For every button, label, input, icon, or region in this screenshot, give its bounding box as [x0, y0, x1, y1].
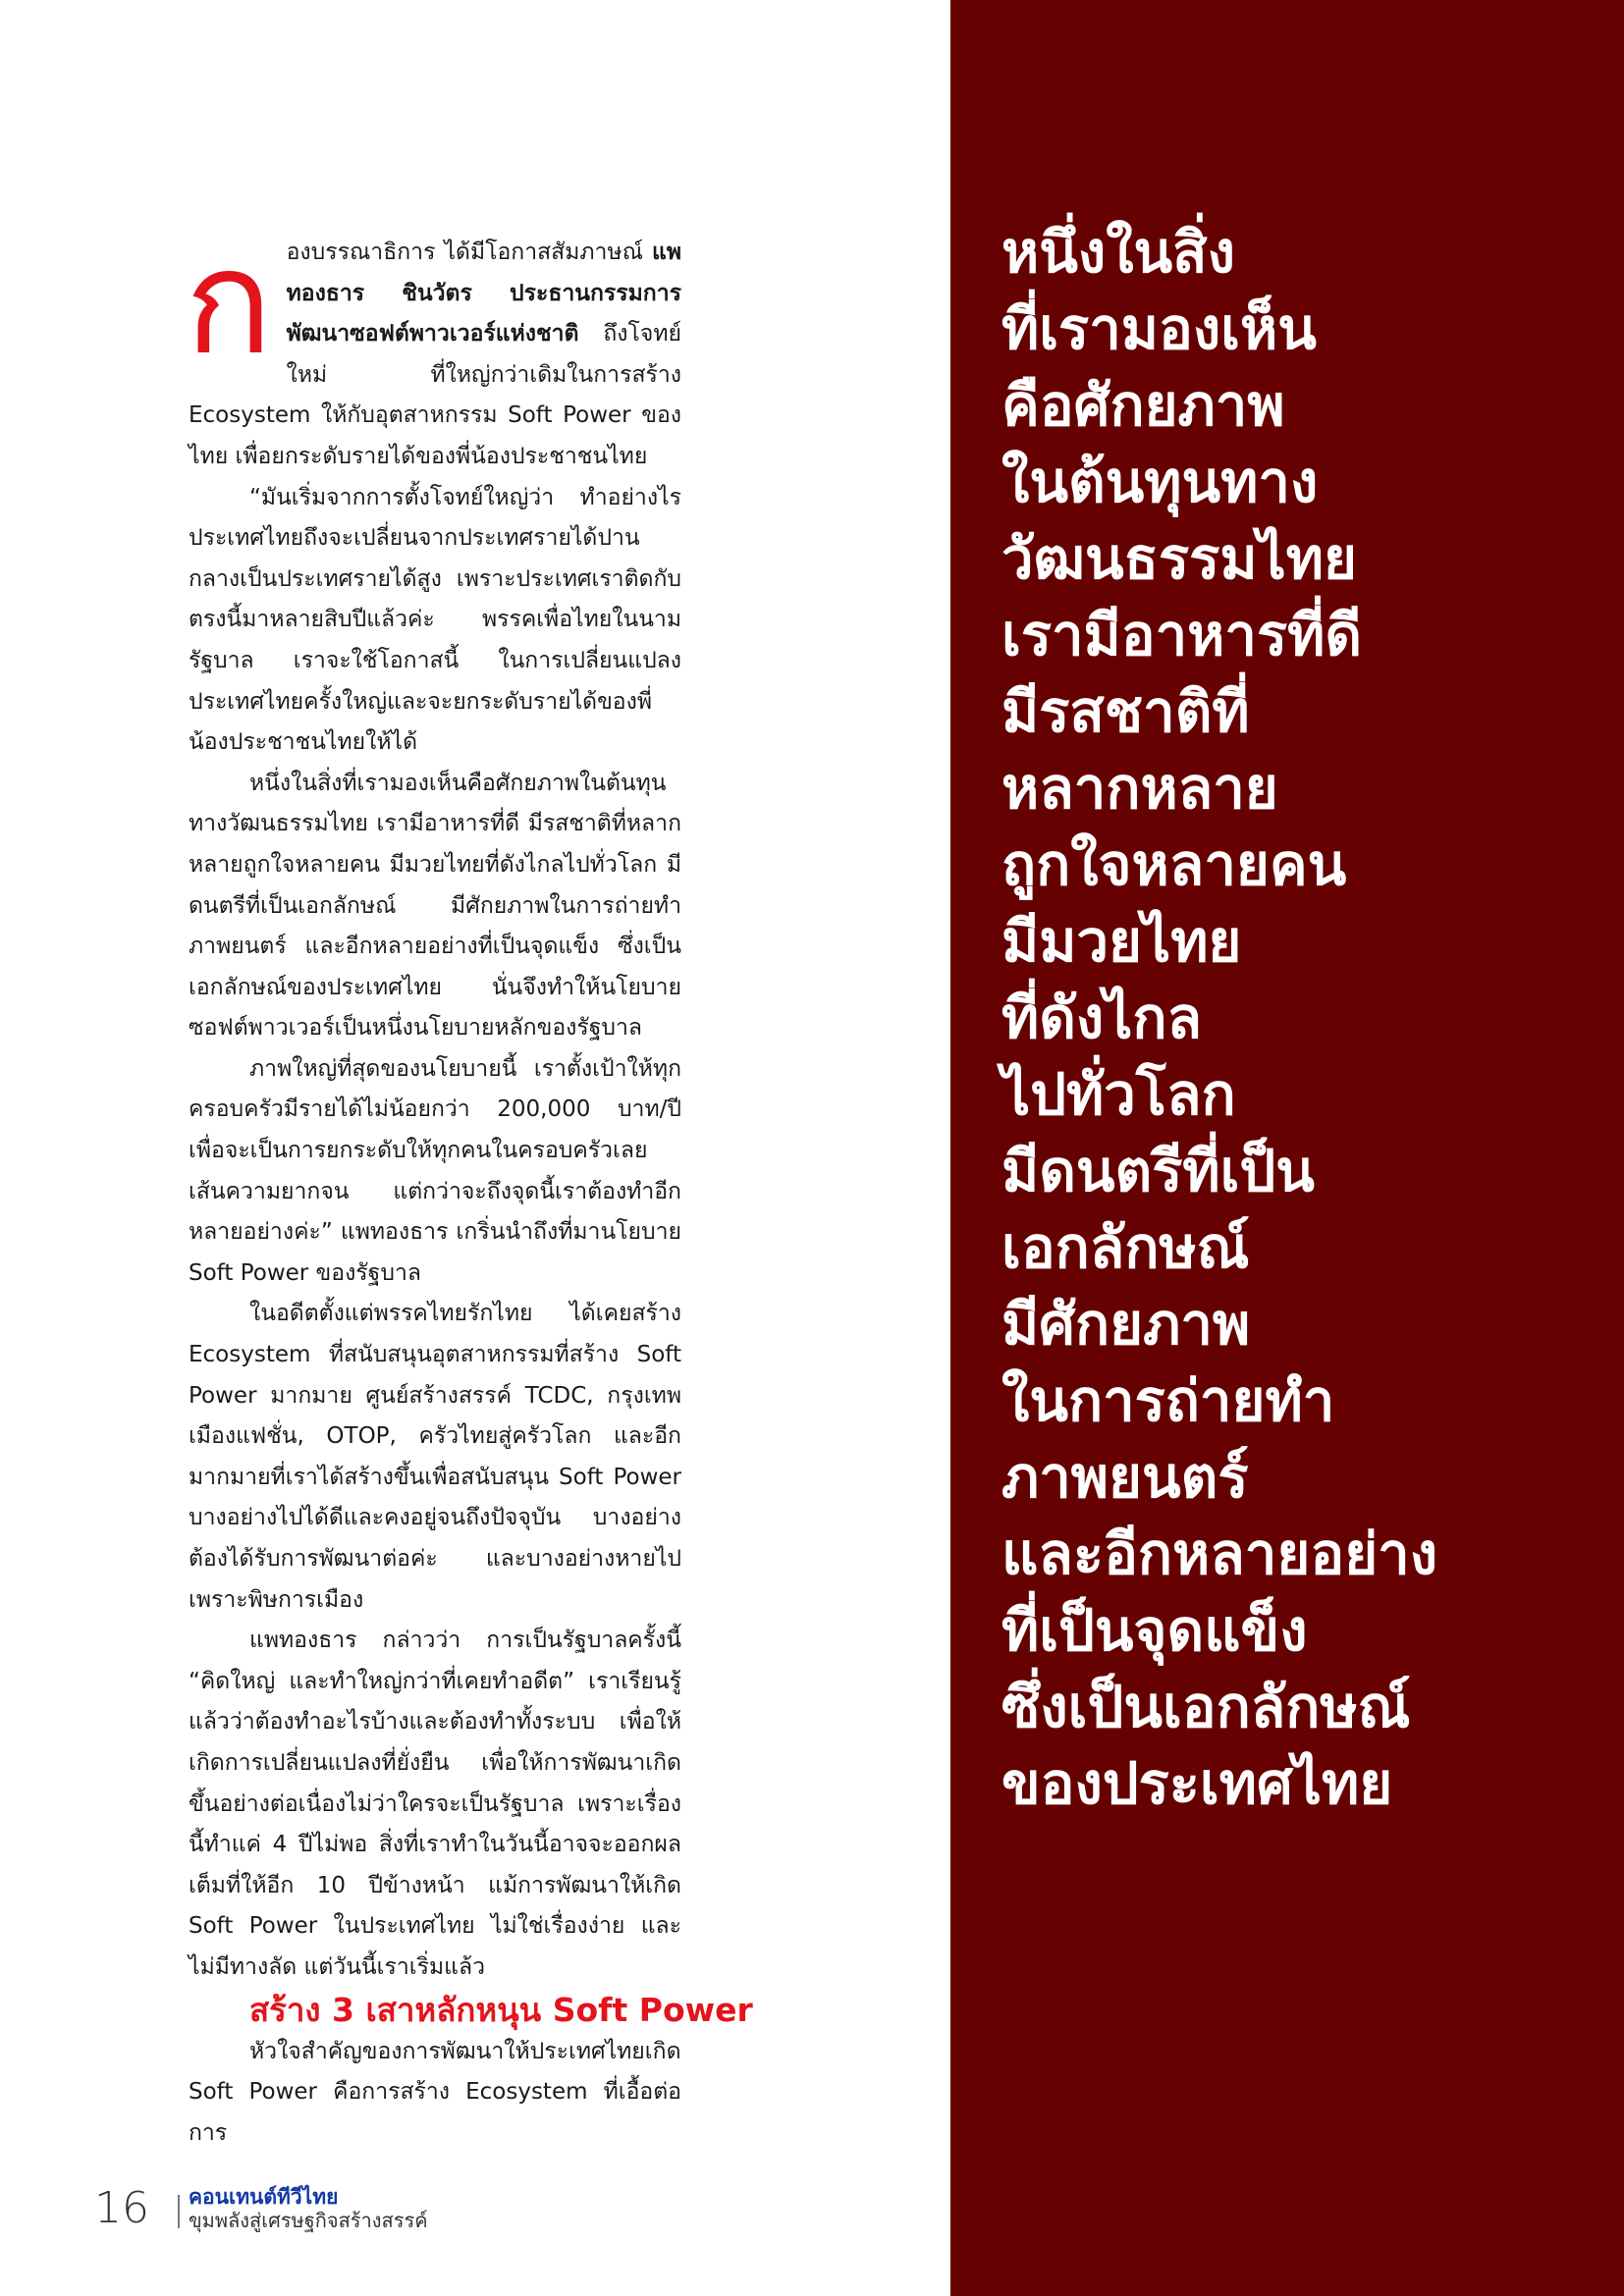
pull-quote — [1001, 214, 1610, 1822]
intro-paragraph — [185, 218, 681, 478]
intro-text-tail: ถึงโจทย์ใหม่ ที่ใหญ่กว่าเดิมในการสร้าง Ecosystem ให้กับอุตสาหกรรม Soft Power ของไทย เพื่อยกระดับรายได้ของพี่น้องประชาชนไทย — [189, 321, 681, 469]
quote-line: หลากหลาย — [1001, 755, 1278, 822]
article-body — [185, 218, 753, 2154]
quote-line: และอีกหลายอย่าง — [1001, 1521, 1438, 1587]
drop-cap: ก — [185, 218, 273, 387]
quote-line: ถูกใจหลายคน — [1001, 831, 1347, 898]
quote-line: ในต้นทุนทาง — [1001, 449, 1319, 515]
quote-line: มีดนตรีที่เป็น — [1001, 1138, 1315, 1204]
section-subheading: สร้าง 3 เสาหลักหนุน Soft Power — [249, 1990, 753, 2029]
quote-line: ภาพยนตร์ — [1001, 1444, 1249, 1511]
body-paragraph: หนึ่งในสิ่งที่เรามองเห็นคือศักยภาพในต้นทุนทางวัฒนธรรมไทย เรามีอาหารที่ดี มีรสชาติที่หลากหลายถูกใจหลายคน มีมวยไทยที่ดังไกลไปทั่วโลก มีดนตรีที่เป็นเอกลักษณ์ มีศักยภาพในการถ่ายทำภาพยนตร์ และอีกหลายอย่างที่เป็นจุดแข็ง ซึ่งเป็นเอกลักษณ์ของประเทศไทย นั่นจึงทำให้นโยบายซอฟต์พาวเวอร์เป็นหนึ่งนโยบายหลักของรัฐบาล — [189, 770, 681, 1041]
body-paragraph: ในอดีตตั้งแต่พรรคไทยรักไทย ได้เคยสร้าง Ecosystem ที่สนับสนุนอุตสาหกรรมที่สร้าง Soft Power มากมาย ศูนย์สร้างสรรค์ TCDC, กรุงเทพเมืองแฟชั่น, OTOP, ครัวไทยสู่ครัวโลก และอีกมากมายที่เราได้สร้างขึ้นเพื่อสนับสนุน Soft Power บางอย่างไปได้ดีและคงอยู่จนถึงปัจจุบัน บางอย่างต้องได้รับการพัฒนาต่อค่ะ และบางอย่างหายไปเพราะพิษการเมือง — [189, 1301, 681, 1613]
footer-tagline: ขุมพลังสู่เศรษฐกิจสร้างสรรค์ — [189, 2209, 428, 2232]
body-paragraph: ภาพใหญ่ที่สุดของนโยบายนี้ เราตั้งเป้าให้ทุกครอบครัวมีรายได้ไม่น้อยกว่า 200,000 บาท/ปี เพื่อจะเป็นการยกระดับให้ทุกคนในครอบครัวเลยเส้นความยากจน แต่กว่าจะถึงจุดนี้เราต้องทำอีกหลายอย่างค่ะ” แพทองธาร เกริ่นนำถึงที่มานโยบาย Soft Power ของรัฐบาล — [189, 1055, 681, 1286]
quote-line: คือศักยภาพ — [1001, 372, 1285, 439]
intro-text: องบรรณาธิการ ได้มีโอกาสสัมภาษณ์ — [286, 240, 652, 265]
quote-line: วัฒนธรรมไทย — [1001, 525, 1357, 592]
quote-line: มีศักยภาพ — [1001, 1291, 1251, 1358]
quote-line: เรามีอาหารที่ดี — [1001, 602, 1363, 668]
quote-line: ที่เรามองเห็น — [1001, 295, 1317, 362]
footer-brand: คอนเทนต์ทีวีไทย — [189, 2185, 339, 2209]
interviewee-name: แพทองธาร ชินวัตร ประธานกรรมการพัฒนาซอฟต์พาวเวอร์แห่งชาติ — [286, 240, 681, 347]
body-paragraph: “มันเริ่มจากการตั้งโจทย์ใหญ่ว่า ทำอย่างไรประเทศไทยถึงจะเปลี่ยนจากประเทศรายได้ปานกลางเป็นประเทศรายได้สูง เพราะประเทศเราติดกับตรงนี้มาหลายสิบปีแล้วค่ะ พรรคเพื่อไทยในนามรัฐบาล เราจะใช้โอกาสนี้ ในการเปลี่ยนแปลงประเทศไทยครั้งใหญ่และจะยกระดับรายได้ของพี่น้องประชาชนไทยให้ได้ — [189, 484, 681, 756]
quote-line: มีมวยไทย — [1001, 908, 1242, 975]
body-paragraph: หัวใจสำคัญของการพัฒนาให้ประเทศไทยเกิด Soft Power คือการสร้าง Ecosystem ที่เอื้อต่อการ — [189, 2038, 681, 2146]
quote-line: ของประเทศไทย — [1001, 1750, 1393, 1817]
quote-line: มีรสชาติที่ — [1001, 678, 1250, 745]
body-paragraph: แพทองธาร กล่าวว่า การเป็นรัฐบาลครั้งนี้ “คิดใหญ่ และทำใหญ่กว่าที่เคยทำอดีต” เราเรียนรู้แล้วว่าต้องทำอะไรบ้างและต้องทำทั้งระบบ เพื่อให้เกิดการเปลี่ยนแปลงที่ยั่งยืน เพื่อให้การพัฒนาเกิดขึ้นอย่างต่อเนื่องไม่ว่าใครจะเป็นรัฐบาล เพราะเรื่องนี้ทำแค่ 4 ปีไม่พอ สิ่งที่เราทำในวันนี้อาจจะออกผลเต็มที่ให้อีก 10 ปีข้างหน้า แม้การพัฒนาให้เกิด Soft Power ในประเทศไทย ไม่ใช่เรื่องง่าย และไม่มีทางลัด แต่วันนี้เราเริ่มแล้ว — [189, 1628, 681, 1980]
quote-line: หนึ่งในสิ่ง — [1001, 219, 1235, 286]
quote-line: เอกลักษณ์ — [1001, 1214, 1250, 1281]
quote-line: ที่เป็นจุดแข็ง — [1001, 1597, 1308, 1664]
quote-line: ที่ดังไกล — [1001, 985, 1203, 1051]
quote-line: ในการถ่ายทำ — [1001, 1367, 1335, 1434]
footer-divider — [178, 2195, 180, 2228]
quote-line: ไปทั่วโลก — [1001, 1061, 1236, 1128]
quote-line: ซึ่งเป็นเอกลักษณ์ — [1001, 1674, 1411, 1740]
page-number: 16 — [94, 2183, 149, 2233]
